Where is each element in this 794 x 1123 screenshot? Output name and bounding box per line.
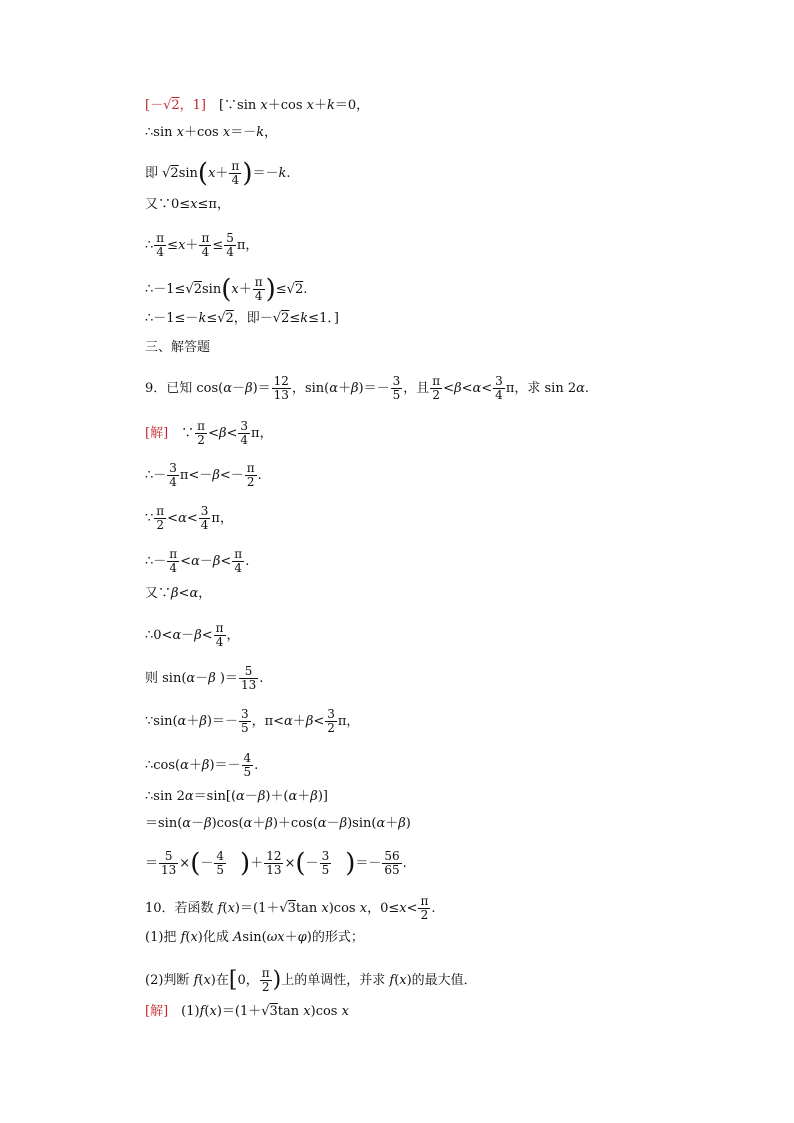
- step-line: ∵ $\frac{\pi}{2}$ <α< $\frac{3}{4}$ π，: [145, 504, 233, 532]
- step-line: ∴ $\frac{\pi}{4}$ ≤x＋ $\frac{\pi}{4}$ ≤ $\frac{5}{4}$ π，: [145, 231, 259, 259]
- step-line: 又∵β<α，: [145, 586, 212, 601]
- step-line: ∴－ $\frac{3}{4}$ π<－β<－ $\frac{\pi}{2}$ .: [145, 461, 262, 489]
- step-line: ∴cos(α＋β)＝－ $\frac{4}{5}$ .: [145, 751, 259, 779]
- step-line: ∴0<α－β< $\frac{\pi}{4}$ ，: [145, 621, 240, 649]
- step-line: ＝sin(α－β)cos(α＋β)＋cos(α－β)sin(α＋β): [145, 816, 411, 831]
- step-line: ∴－1≤√2sin(x＋ $\frac{\pi}{4}$ )≤√2.: [145, 274, 308, 305]
- step-line: ∴－1≤－k≤√2，即－√2≤k≤1．]: [145, 311, 339, 326]
- step-line: ∵sin(α＋β)＝－ $\frac{3}{5}$ ，π<α＋β< $\frac{3}{2}$ π，: [145, 707, 360, 735]
- solution-label-line: [解] ∵ $\frac{\pi}{2}$ <β< $\frac{3}{4}$ π，: [145, 419, 273, 447]
- step-line: ∴sin x＋cos x＝－k，: [145, 125, 278, 140]
- step-line: ＝ $\frac{5}{13}$ ×(－ $\frac{4}{5}$ )＋ $\frac{12}{13}$ ×(－ $\frac{3}{5}$ )＝－ $\frac{56}{65}$ .: [145, 848, 407, 879]
- step-line: ∴－ $\frac{\pi}{4}$ <α－β< $\frac{\pi}{4}$ .: [145, 547, 250, 575]
- step-line: 则 sin(α－β )＝ $\frac{5}{13}$ .: [145, 664, 264, 692]
- question-10-part-2: (2)判断 f(x)在[0， $\frac{\pi}{2}$ )上的单调性，并求 f(x)的最大值．: [145, 966, 477, 994]
- step-line: 即 √2sin(x＋ $\frac{\pi}{4}$ )＝－k.: [145, 158, 291, 189]
- step-line: ∴sin 2α＝sin[(α－β)＋(α＋β)]: [145, 789, 328, 804]
- question-10: 10．若函数 f(x)＝(1＋√3tan x)cos x，0≤x< $\frac{\pi}{2}$ .: [145, 894, 436, 922]
- question-10-part-1: (1)把 f(x)化成 Asin(ωx＋φ)的形式；: [145, 930, 364, 945]
- answer-bracket-line: [－√2，1] [∵sin x＋cos x＋k＝0，: [145, 98, 370, 113]
- section-heading: 三、解答题: [145, 340, 211, 355]
- solution-label-line: [解] (1)f(x)＝(1＋√3tan x)cos x: [145, 1004, 349, 1019]
- step-line: 又∵0≤x≤π，: [145, 197, 230, 212]
- question-9: 9．已知 cos(α－β)＝ $\frac{12}{13}$ ，sin(α＋β)＝－ $\frac{3}{5}$ ，且 $\frac{\pi}{2}$ <β<α< $\frac{3}{4}$ π，求 sin 2α.: [145, 374, 590, 402]
